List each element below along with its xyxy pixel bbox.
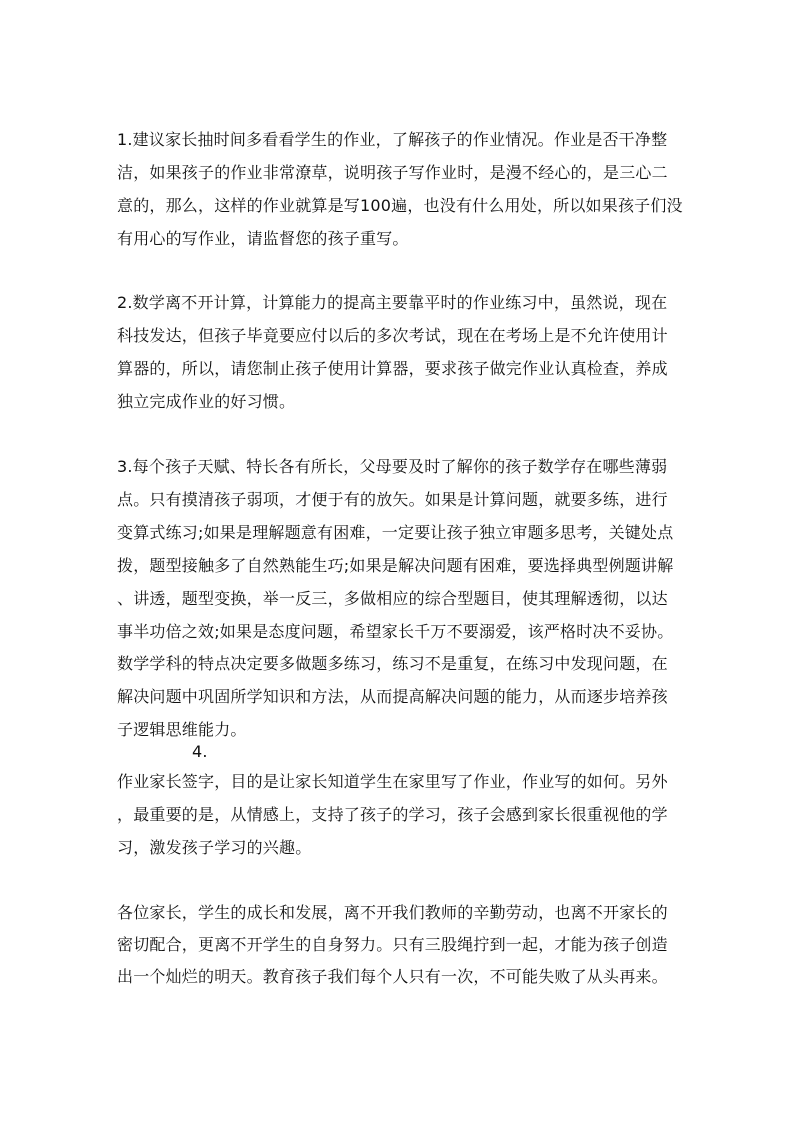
paragraph-3-line-6: 事半功倍之效;如果是态度问题，希望家长千万不要溺爱，该严格时决不妥协。: [117, 622, 674, 641]
paragraph-5-line-1: 各位家长，学生的成长和发展，离不开我们教师的辛勤劳动，也离不开家长的: [117, 903, 668, 922]
paragraph-1-line-4: 有用心的写作业，请监督您的孩子重写。: [117, 229, 409, 248]
paragraph-1-line-2: 洁，如果孩子的作业非常潦草，说明孩子写作业时，是漫不经心的，是三心二: [117, 163, 668, 182]
paragraph-3-line-5: 、讲透，题型变换，举一反三，多做相应的综合型题目，使其理解透彻，以达: [117, 589, 668, 608]
paragraph-4-number: 4.: [192, 742, 208, 761]
paragraph-3-line-4: 拨，题型接触多了自然熟能生巧;如果是解决问题有困难，要选择典型例题讲解: [117, 556, 674, 575]
paragraph-1-line-1: 1.建议家长抽时间多看看学生的作业，了解孩子的作业情况。作业是否干净整: [117, 130, 668, 149]
paragraph-4-line-1: 作业家长签字，目的是让家长知道学生在家里写了作业，作业写的如何。另外: [117, 772, 668, 791]
paragraph-2-line-1: 2.数学离不开计算，计算能力的提高主要靠平时的作业练习中，虽然说，现在: [117, 293, 668, 312]
paragraph-3-line-8: 解决问题中巩固所学知识和方法，从而提高解决问题的能力，从而逐步培养孩: [117, 687, 668, 706]
paragraph-2-line-2: 科技发达，但孩子毕竟要应付以后的多次考试，现在在考场上是不允许使用计: [117, 326, 668, 345]
paragraph-5-line-2: 密切配合，更离不开学生的自身努力。只有三股绳拧到一起，才能为孩子创造: [117, 935, 668, 954]
paragraph-3-line-7: 数学学科的特点决定要多做题多练习，练习不是重复，在练习中发现问题，在: [117, 654, 668, 673]
paragraph-3-line-9: 子逻辑思维能力。: [117, 720, 247, 739]
paragraph-3-line-2: 点。只有摸清孩子弱项，才便于有的放矢。如果是计算问题，就要多练，进行: [117, 490, 668, 509]
paragraph-4-line-2: ，最重要的是，从情感上，支持了孩子的学习，孩子会感到家长很重视他的学: [117, 805, 668, 824]
paragraph-1-line-3: 意的，那么，这样的作业就算是写100遍，也没有什么用处，所以如果孩子们没: [117, 196, 683, 215]
paragraph-3-line-3: 变算式练习;如果是理解题意有困难，一定要让孩子独立审题多思考，关键处点: [117, 523, 674, 542]
paragraph-3-line-1: 3.每个孩子天赋、特长各有所长，父母要及时了解你的孩子数学存在哪些薄弱: [117, 457, 668, 476]
paragraph-2-line-4: 独立完成作业的好习惯。: [117, 392, 296, 411]
paragraph-5-line-3: 出一个灿烂的明天。教育孩子我们每个人只有一次，不可能失败了从头再来。: [117, 967, 668, 986]
paragraph-2-line-3: 算器的，所以，请您制止孩子使用计算器，要求孩子做完作业认真检查，养成: [117, 359, 668, 378]
paragraph-4-line-3: 习，激发孩子学习的兴趣。: [117, 838, 312, 857]
